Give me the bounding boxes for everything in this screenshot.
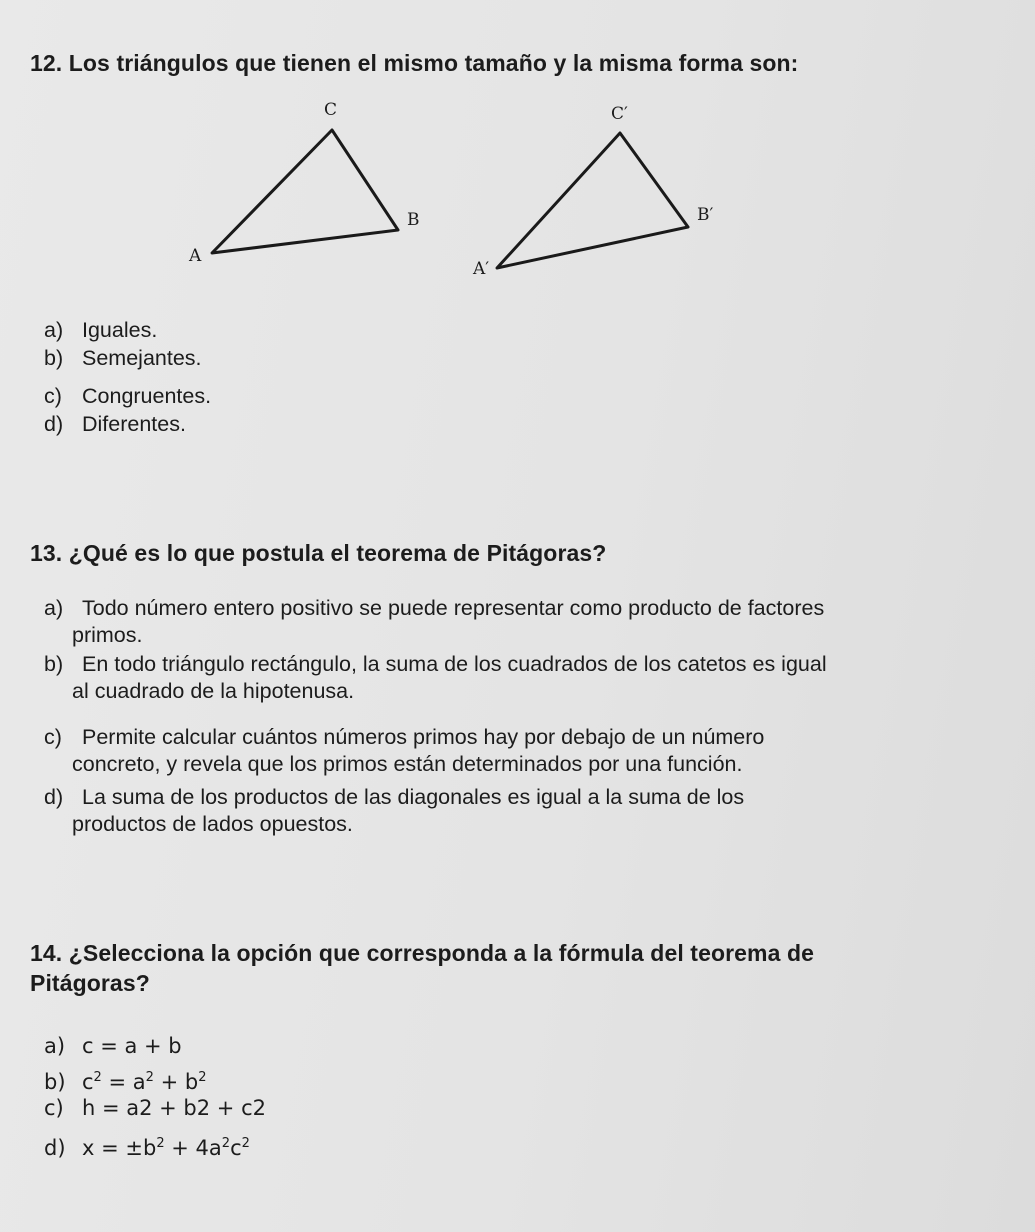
option-label: c) <box>44 1096 64 1120</box>
q14-option-d[interactable] <box>44 1130 1004 1162</box>
option-label: d) <box>44 412 64 436</box>
question-14-title-cont: Pitágoras? <box>30 970 150 996</box>
q12-option-d[interactable] <box>44 411 1004 438</box>
option-text: La suma de los productos de las diagonales es igual a la suma de los <box>82 785 745 809</box>
formula: c = a + b <box>82 1034 182 1058</box>
option-label: b) <box>44 346 64 370</box>
option-text: Semejantes. <box>82 346 202 370</box>
vertex-a-prime-label: A′ <box>473 259 490 279</box>
vertex-c-prime-label: C′ <box>611 104 628 124</box>
question-14-title: 14. ¿Selecciona la opción que corresponda a la fórmula del teorema de <box>30 940 815 966</box>
option-text: Iguales. <box>82 318 158 342</box>
option-text-continuation: concreto, y revela que los primos están determinados por una función. <box>72 752 743 776</box>
option-text: Diferentes. <box>82 412 186 436</box>
q12-option-c[interactable] <box>44 383 1004 410</box>
option-text: Todo número entero positivo se puede representar como producto de factores <box>82 596 825 620</box>
option-label: c) <box>44 384 62 408</box>
question-13-title: 13. ¿Qué es lo que postula el teorema de Pitágoras? <box>30 540 607 566</box>
q14-option-c[interactable] <box>44 1095 1004 1122</box>
vertex-a-label: A <box>189 246 202 266</box>
option-text: Congruentes. <box>82 384 212 408</box>
option-label: d) <box>44 1136 66 1160</box>
option-text: Permite calcular cuántos números primos hay por debajo de un número <box>82 725 765 749</box>
formula: h = a2 + b2 + c2 <box>82 1096 266 1120</box>
option-text-continuation: primos. <box>72 623 143 647</box>
vertex-b-label: B <box>407 210 420 230</box>
formula: $c^2 = a^2 + b^2$ <box>82 1070 207 1094</box>
q14-option-a[interactable] <box>44 1033 1004 1060</box>
q12-option-a[interactable] <box>44 317 1004 344</box>
vertex-c-label: C <box>324 100 338 120</box>
option-text: En todo triángulo rectángulo, la suma de los cuadrados de los catetos es igual <box>82 652 827 676</box>
triangle-abc-prime <box>497 133 688 268</box>
vertex-b-prime-label: B′ <box>697 205 714 225</box>
option-label: a) <box>44 318 64 342</box>
option-label: a) <box>44 1034 66 1058</box>
q13-option-c[interactable] <box>44 724 1004 778</box>
formula: $x = \pm b^2 + 4a^2c^2$ <box>82 1136 250 1160</box>
triangle-abc <box>212 130 398 253</box>
option-text-continuation: productos de lados opuestos. <box>72 812 353 836</box>
q12-option-b[interactable] <box>44 345 1004 372</box>
option-text-continuation: al cuadrado de la hipotenusa. <box>72 679 355 703</box>
q13-option-b[interactable] <box>44 651 1004 705</box>
option-label: c) <box>44 725 62 749</box>
question-12-title: 12. Los triángulos que tienen el mismo tamaño y la misma forma son: <box>30 50 799 76</box>
option-label: b) <box>44 1070 66 1094</box>
option-label: a) <box>44 596 64 620</box>
option-label: b) <box>44 652 64 676</box>
q13-option-a[interactable] <box>44 595 1004 649</box>
q13-option-d[interactable] <box>44 784 1004 838</box>
option-label: d) <box>44 785 64 809</box>
q14-option-b[interactable] <box>44 1064 1004 1096</box>
